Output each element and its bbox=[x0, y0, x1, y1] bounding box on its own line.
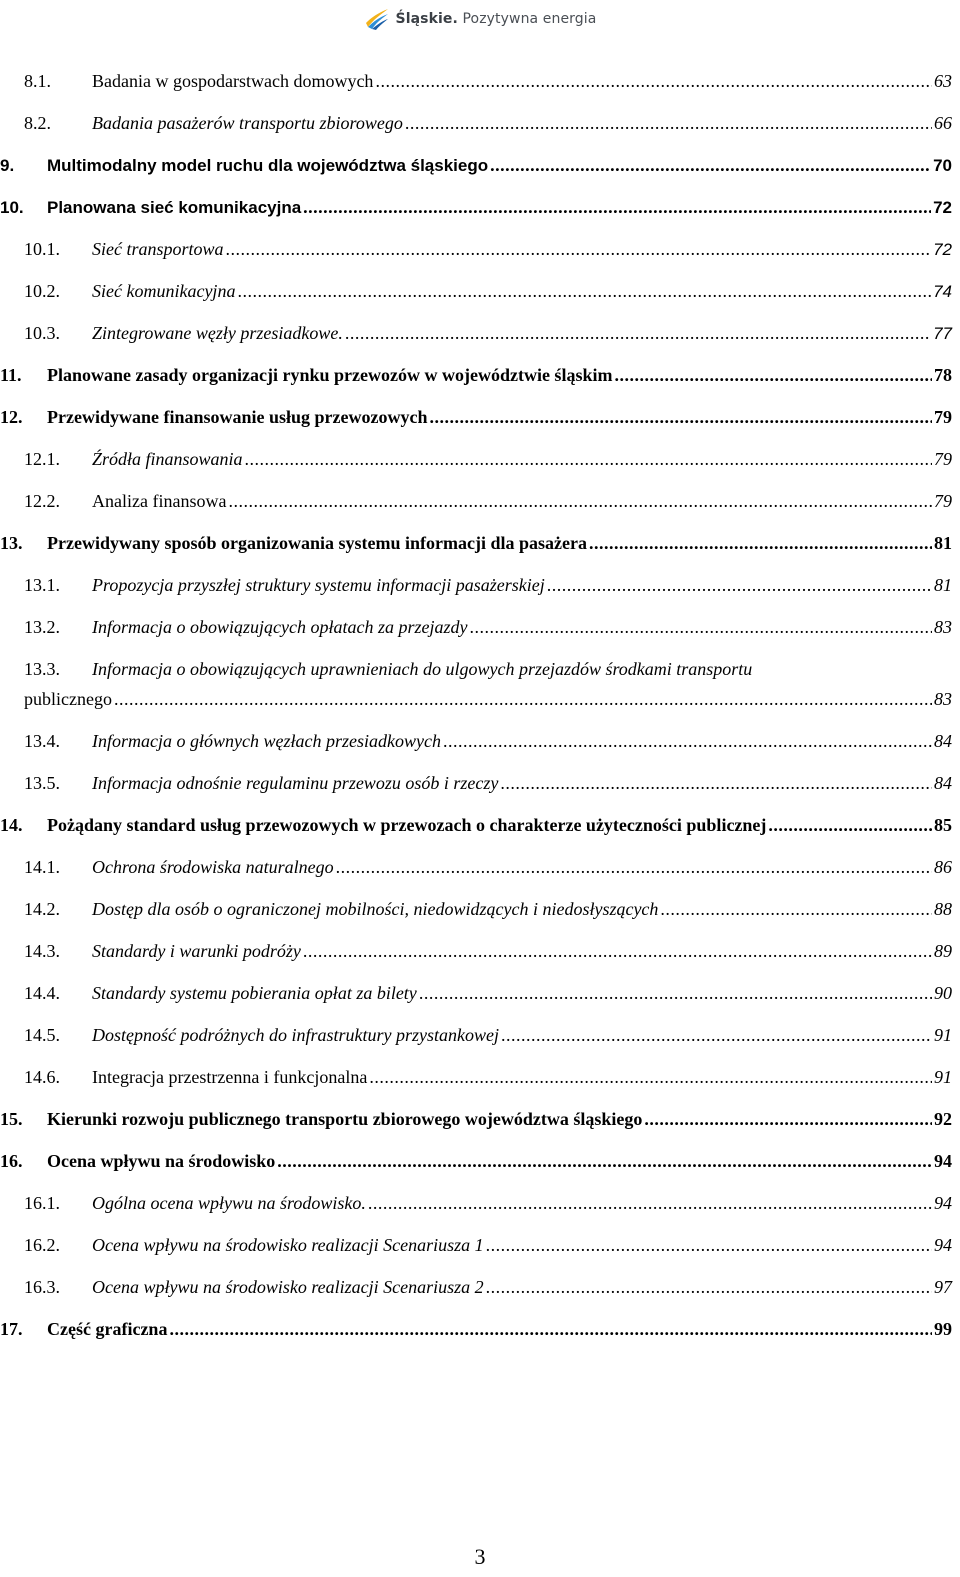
toc-entry-page: 72 bbox=[933, 198, 952, 217]
toc-leader-dots bbox=[500, 772, 932, 794]
toc-entry-number: 13.4. bbox=[24, 731, 60, 751]
toc-entry-page: 79 bbox=[934, 491, 952, 511]
toc-entry-title: Sieć komunikacyjna bbox=[92, 281, 236, 301]
toc-entry-number: 14.3. bbox=[24, 941, 60, 961]
page-header bbox=[0, 6, 960, 32]
toc-entry-title: Część graficzna bbox=[47, 1319, 168, 1339]
toc-entry-title: Planowana sieć komunikacyjna bbox=[47, 198, 302, 217]
toc-entry-title: Dostępność podróżnych do infrastruktury przystankowej bbox=[92, 1025, 499, 1045]
toc-entry-page: 92 bbox=[934, 1109, 952, 1129]
toc-leader-dots bbox=[114, 688, 932, 710]
toc-entry[interactable] bbox=[24, 658, 952, 710]
toc-entry-page: 79 bbox=[934, 449, 952, 469]
header-brand: Śląskie. bbox=[395, 11, 458, 27]
toc-entry[interactable] bbox=[24, 616, 952, 638]
toc-entry[interactable] bbox=[0, 1150, 952, 1172]
toc-entry[interactable] bbox=[24, 856, 952, 878]
toc-entry-title: Informacja odnośnie regulaminu przewozu osób i rzeczy bbox=[92, 773, 499, 793]
toc-entry-page: 81 bbox=[934, 533, 952, 553]
toc-entry-number: 10.3. bbox=[24, 323, 60, 343]
toc-entry-number: 8.1. bbox=[24, 71, 51, 91]
toc-entry-number: 13.3. bbox=[24, 659, 60, 679]
toc-entry[interactable] bbox=[24, 1276, 952, 1298]
toc-leader-dots bbox=[501, 1024, 932, 1046]
toc-entry-number: 13. bbox=[0, 533, 23, 553]
toc-entry-number: 11. bbox=[0, 365, 22, 385]
toc-entry-title: Multimodalny model ruchu dla województwa śląskiego bbox=[47, 156, 489, 175]
toc-entry-page: 84 bbox=[934, 731, 952, 751]
toc-entry-number: 14. bbox=[0, 815, 23, 835]
toc-entry-title: Kierunki rozwoju publicznego transportu zbiorowego województwa śląskiego bbox=[47, 1109, 643, 1129]
toc-entry[interactable] bbox=[24, 448, 952, 470]
toc-leader-dots bbox=[614, 364, 932, 386]
toc-entry-number: 8.2. bbox=[24, 113, 51, 133]
toc-entry-number: 14.4. bbox=[24, 983, 60, 1003]
toc-entry[interactable] bbox=[24, 772, 952, 794]
toc-entry-title: Ogólna ocena wpływu na środowisko. bbox=[92, 1193, 366, 1213]
toc-entry-number: 10. bbox=[0, 198, 24, 217]
toc-entry[interactable] bbox=[0, 196, 952, 218]
toc-entry-number: 14.2. bbox=[24, 899, 60, 919]
toc-entry[interactable] bbox=[24, 1066, 952, 1088]
toc-entry-page: 91 bbox=[934, 1067, 952, 1087]
toc-entry-page: 94 bbox=[934, 1151, 952, 1171]
toc-entry-number: 17. bbox=[0, 1319, 23, 1339]
toc-leader-dots bbox=[443, 730, 932, 752]
toc-entry[interactable] bbox=[0, 154, 952, 176]
toc-entry-number: 12. bbox=[0, 407, 23, 427]
toc-entry-page: 99 bbox=[934, 1319, 952, 1339]
toc-entry-number: 16.2. bbox=[24, 1235, 60, 1255]
toc-entry-title-continued: publicznego bbox=[24, 689, 112, 709]
toc-entry-title: Ochrona środowiska naturalnego bbox=[92, 857, 334, 877]
toc-entry[interactable] bbox=[24, 280, 952, 302]
toc-entry-number: 14.5. bbox=[24, 1025, 60, 1045]
toc-entry-page: 77 bbox=[933, 324, 952, 343]
toc-entry-page: 85 bbox=[934, 815, 952, 835]
toc-entry-title: Badania pasażerów transportu zbiorowego bbox=[92, 113, 403, 133]
toc-leader-dots bbox=[368, 1192, 932, 1214]
toc-entry-page: 89 bbox=[934, 941, 952, 961]
toc-entry-page: 86 bbox=[934, 857, 952, 877]
toc-entry-title: Ocena wpływu na środowisko bbox=[47, 1151, 276, 1171]
toc-leader-dots bbox=[277, 1150, 932, 1172]
toc-entry-page: 66 bbox=[934, 113, 952, 133]
toc-entry-number: 12.2. bbox=[24, 491, 60, 511]
toc-entry-title: Dostęp dla osób o ograniczonej mobilności, niedowidzących i niedosłyszących bbox=[92, 899, 659, 919]
toc-entry-title: Informacja o obowiązujących uprawnieniach do ulgowych przejazdów środkami transportu bbox=[92, 659, 753, 679]
toc-entry[interactable] bbox=[24, 898, 952, 920]
toc-entry[interactable] bbox=[24, 1192, 952, 1214]
toc-leader-dots bbox=[644, 1108, 932, 1130]
toc-entry[interactable] bbox=[0, 364, 952, 386]
header-logo-text bbox=[396, 11, 597, 27]
toc-leader-dots bbox=[660, 898, 932, 920]
toc-leader-dots bbox=[430, 406, 933, 428]
toc-entry-page: 94 bbox=[934, 1193, 952, 1213]
toc-entry-page: 83 bbox=[934, 689, 952, 709]
toc-leader-dots bbox=[226, 238, 932, 260]
toc-leader-dots bbox=[303, 940, 932, 962]
toc-entry-title: Zintegrowane węzły przesiadkowe. bbox=[92, 323, 343, 343]
toc-entry-title: Planowane zasady organizacji rynku przewozów w województwie śląskim bbox=[47, 365, 613, 385]
slaskie-logo-icon bbox=[364, 7, 390, 31]
toc-entry-title: Przewidywane finansowanie usług przewozowych bbox=[47, 407, 428, 427]
toc-entry-number: 13.2. bbox=[24, 617, 60, 637]
toc-entry-title: Integracja przestrzenna i funkcjonalna bbox=[92, 1067, 368, 1087]
toc-entry-title: Informacja o głównych węzłach przesiadkowych bbox=[92, 731, 441, 751]
toc-entry[interactable] bbox=[24, 490, 952, 512]
toc-entry-number: 14.1. bbox=[24, 857, 60, 877]
toc-entry-page: 84 bbox=[934, 773, 952, 793]
toc-entry[interactable] bbox=[24, 238, 952, 260]
toc-leader-dots bbox=[169, 1318, 932, 1340]
toc-entry-title: Źródła finansowania bbox=[92, 449, 243, 469]
toc-entry[interactable] bbox=[0, 1318, 952, 1340]
toc-leader-dots bbox=[490, 154, 931, 176]
toc-entry-number: 12.1. bbox=[24, 449, 60, 469]
toc-entry[interactable] bbox=[24, 1024, 952, 1046]
toc-entry-number: 14.6. bbox=[24, 1067, 60, 1087]
toc-entry[interactable] bbox=[24, 1234, 952, 1256]
toc-entry-page: 94 bbox=[934, 1235, 952, 1255]
toc-entry-page: 83 bbox=[934, 617, 952, 637]
toc-entry-page: 78 bbox=[934, 365, 952, 385]
toc-leader-dots bbox=[547, 574, 932, 596]
toc-leader-dots bbox=[303, 196, 931, 218]
toc-leader-dots bbox=[369, 1066, 932, 1088]
toc-entry-page: 90 bbox=[934, 983, 952, 1003]
toc-entry-number: 13.5. bbox=[24, 773, 60, 793]
toc-leader-dots bbox=[245, 448, 932, 470]
toc-entry-title: Standardy i warunki podróży bbox=[92, 941, 301, 961]
toc-entry-page: 97 bbox=[934, 1277, 952, 1297]
toc-entry-number: 13.1. bbox=[24, 575, 60, 595]
toc-leader-dots bbox=[345, 322, 931, 344]
header-tagline: Pozytywna energia bbox=[462, 11, 597, 27]
toc-leader-dots bbox=[419, 982, 932, 1004]
toc-entry-title: Sieć transportowa bbox=[92, 239, 224, 259]
toc-leader-dots bbox=[486, 1276, 932, 1298]
toc-entry[interactable] bbox=[0, 406, 952, 428]
toc-entry-page: 74 bbox=[933, 282, 952, 301]
toc-entry[interactable] bbox=[0, 1108, 952, 1130]
table-of-contents bbox=[0, 70, 952, 1360]
toc-leader-dots bbox=[375, 70, 932, 92]
toc-entry-page: 63 bbox=[934, 71, 952, 91]
toc-entry-title: Analiza finansowa bbox=[92, 491, 227, 511]
toc-entry[interactable] bbox=[24, 730, 952, 752]
toc-leader-dots bbox=[405, 112, 932, 134]
toc-entry[interactable] bbox=[24, 70, 952, 92]
page-number: 3 bbox=[474, 1544, 486, 1569]
toc-entry[interactable] bbox=[0, 814, 952, 836]
toc-entry[interactable] bbox=[24, 322, 952, 344]
toc-entry-page: 70 bbox=[933, 156, 952, 175]
toc-entry-title: Standardy systemu pobierania opłat za bilety bbox=[92, 983, 417, 1003]
toc-entry[interactable] bbox=[24, 940, 952, 962]
toc-leader-dots bbox=[589, 532, 932, 554]
toc-entry-page: 88 bbox=[934, 899, 952, 919]
toc-entry-title: Propozycja przyszłej struktury systemu informacji pasażerskiej bbox=[92, 575, 545, 595]
toc-entry-number: 9. bbox=[0, 156, 15, 175]
toc-leader-dots bbox=[768, 814, 932, 836]
toc-leader-dots bbox=[237, 280, 931, 302]
toc-entry-number: 16.3. bbox=[24, 1277, 60, 1297]
toc-entry-title: Ocena wpływu na środowisko realizacji Scenariusza 1 bbox=[92, 1235, 484, 1255]
toc-entry-title: Informacja o obowiązujących opłatach za przejazdy bbox=[92, 617, 468, 637]
toc-entry-page: 79 bbox=[934, 407, 952, 427]
toc-entry-number: 16.1. bbox=[24, 1193, 60, 1213]
toc-entry[interactable] bbox=[24, 982, 952, 1004]
toc-leader-dots bbox=[486, 1234, 932, 1256]
toc-entry-number: 10.2. bbox=[24, 281, 60, 301]
toc-entry-page: 72 bbox=[933, 240, 952, 259]
toc-entry-number: 10.1. bbox=[24, 239, 60, 259]
toc-leader-dots bbox=[228, 490, 932, 512]
toc-entry[interactable] bbox=[0, 532, 952, 554]
toc-entry[interactable] bbox=[24, 112, 952, 134]
toc-leader-dots bbox=[336, 856, 932, 878]
toc-entry-title: Ocena wpływu na środowisko realizacji Scenariusza 2 bbox=[92, 1277, 484, 1297]
toc-entry-title: Badania w gospodarstwach domowych bbox=[92, 71, 374, 91]
toc-entry-page: 81 bbox=[934, 575, 952, 595]
toc-entry-title: Przewidywany sposób organizowania systemu informacji dla pasażera bbox=[47, 533, 587, 553]
toc-entry-number: 16. bbox=[0, 1151, 23, 1171]
toc-entry[interactable] bbox=[24, 574, 952, 596]
toc-entry-title: Pożądany standard usług przewozowych w przewozach o charakterze użyteczności publicznej bbox=[47, 815, 767, 835]
toc-entry-page: 91 bbox=[934, 1025, 952, 1045]
toc-entry-number: 15. bbox=[0, 1109, 23, 1129]
toc-leader-dots bbox=[469, 616, 932, 638]
